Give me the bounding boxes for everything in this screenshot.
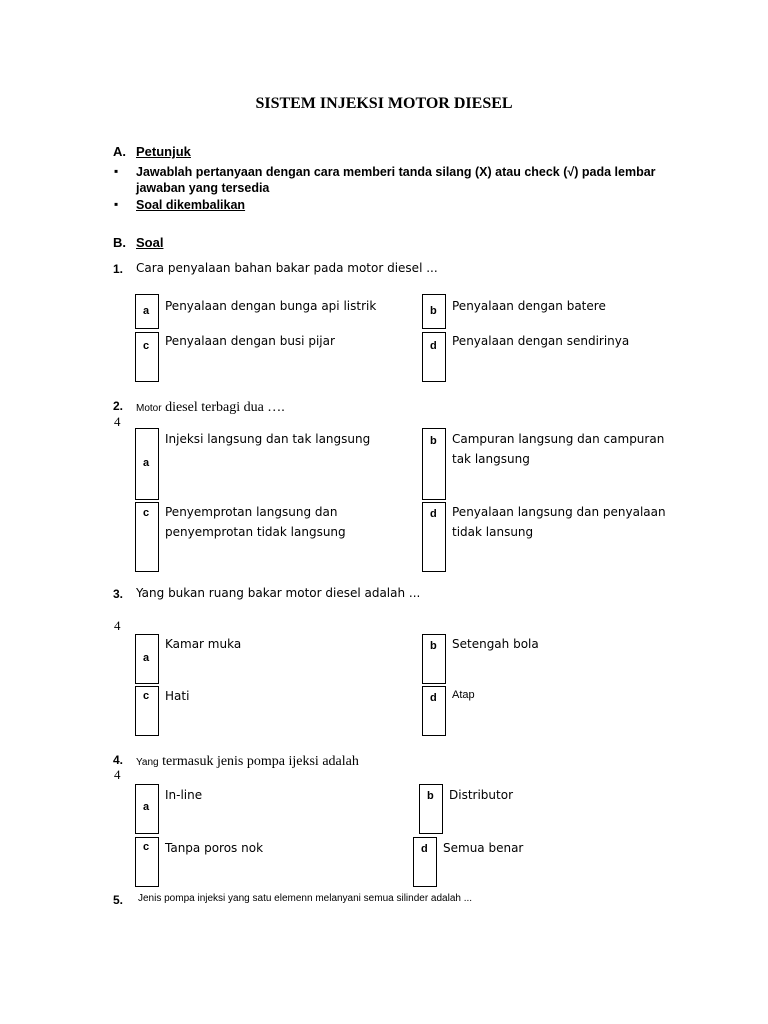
question-4-main: termasuk jenis pompa ijeksi adalah — [158, 754, 359, 769]
bullet-symbol: ▪ — [114, 164, 119, 178]
option-letter-c: c — [143, 340, 150, 352]
question-4-text — [136, 750, 359, 770]
stray-number: 4 — [114, 618, 121, 633]
option-a-text: Injeksi langsung dan tak langsung — [165, 432, 371, 446]
question-2-main: diesel terbagi dua …. — [161, 400, 285, 415]
section-b-letter: B. — [113, 235, 126, 250]
question-2-text — [136, 396, 285, 416]
question-5-text: Jenis pompa injeksi yang satu elemenn melanyani semua silinder adalah ... — [138, 893, 473, 904]
question-4-prefix: Yang — [136, 757, 159, 768]
option-c-text: Penyemprotan langsung dan penyemprotan tidak langsung — [165, 505, 346, 539]
question-3-text: Yang bukan ruang bakar motor diesel adalah ... — [136, 586, 421, 600]
document-title: SISTEM INJEKSI MOTOR DIESEL — [255, 95, 513, 112]
question-2-number: 2. — [113, 399, 124, 413]
question-3-number: 3. — [113, 587, 124, 601]
option-letter-b: b — [427, 790, 434, 802]
option-b-text: Setengah bola — [452, 637, 539, 651]
option-a-text: Penyalaan dengan bunga api listrik — [165, 299, 377, 313]
option-letter-c: c — [143, 690, 150, 702]
option-letter-a: a — [143, 652, 150, 664]
instruction-line-3: Soal dikembalikan — [136, 198, 246, 212]
option-c-text: Hati — [165, 689, 190, 703]
option-letter-d: d — [430, 692, 437, 704]
question-1-number: 1. — [113, 262, 124, 276]
instruction-line-2: jawaban yang tersedia — [136, 181, 270, 195]
option-letter-a: a — [143, 457, 150, 469]
stray-number: 4 — [114, 767, 121, 782]
section-a-letter: A. — [113, 144, 126, 159]
instruction-line-1: Jawablah pertanyaan dengan cara memberi tanda silang (X) atau check (√) pada lembar — [136, 165, 656, 179]
option-letter-d: d — [421, 843, 428, 855]
option-letter-b: b — [430, 305, 437, 317]
option-c-text: Tanpa poros nok — [165, 841, 264, 855]
option-letter-d: d — [430, 340, 437, 352]
option-d-text: Penyalaan dengan sendirinya — [452, 334, 630, 348]
option-letter-c: c — [143, 841, 150, 853]
section-b-heading: Soal — [136, 235, 164, 250]
option-d-text: Penyalaan langsung dan penyalaan tidak lansung — [452, 505, 666, 539]
section-a-heading: Petunjuk — [136, 144, 191, 159]
option-letter-a: a — [143, 801, 150, 813]
option-d-text: Atap — [452, 689, 475, 701]
option-b-text: Penyalaan dengan batere — [452, 299, 606, 313]
option-c-text: Penyalaan dengan busi pijar — [165, 334, 335, 348]
question-5-number: 5. — [113, 893, 124, 907]
option-b-text: Campuran langsung dan campuran tak langsung — [452, 432, 665, 466]
question-2-prefix: Motor — [136, 403, 162, 414]
option-a-text: Kamar muka — [165, 637, 242, 651]
option-d-text: Semua benar — [443, 841, 524, 855]
option-letter-b: b — [430, 640, 437, 652]
question-1-text: Cara penyalaan bahan bakar pada motor diesel ... — [136, 261, 438, 275]
option-a-text: In-line — [165, 788, 203, 802]
stray-number: 4 — [114, 414, 121, 429]
bullet-symbol: ▪ — [114, 197, 119, 211]
question-4-number: 4. — [113, 753, 124, 767]
option-letter-d: d — [430, 508, 437, 520]
option-letter-b: b — [430, 435, 437, 447]
option-b-text: Distributor — [449, 788, 514, 802]
option-letter-a: a — [143, 305, 150, 317]
option-letter-c: c — [143, 507, 150, 519]
